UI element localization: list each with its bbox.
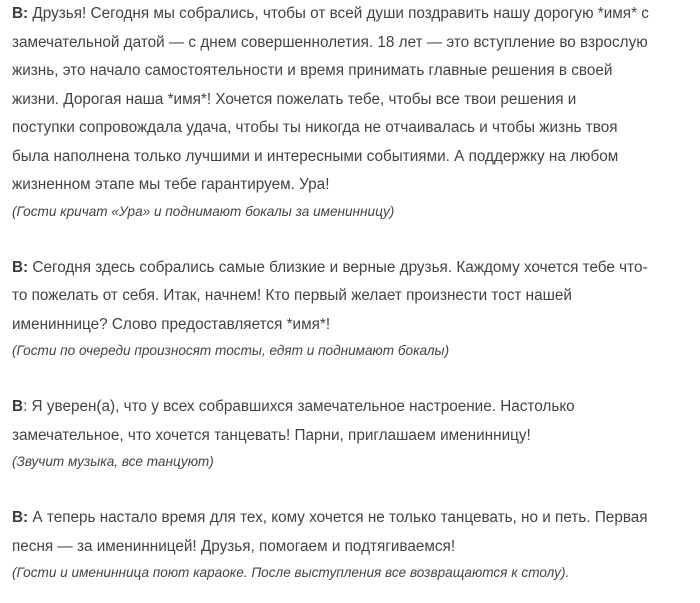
line-text: : Я уверен(а), что у всех собравшихся замечательное настроение. Настолько xyxy=(23,398,575,415)
stage-direction: (Гости и именинница поют караоке. После выступления все возвращаются к столу). xyxy=(12,565,570,580)
script-block-1 xyxy=(12,0,698,224)
text-line xyxy=(12,0,698,29)
stage-direction: (Звучит музыка, все танцуют) xyxy=(12,454,214,469)
script-block-3 xyxy=(12,393,698,474)
block-spacer xyxy=(12,474,698,504)
text-line xyxy=(12,254,698,283)
stage-direction: (Гости по очереди произносят тосты, едят и поднимают бокалы) xyxy=(12,343,450,358)
text-line: была наполнена только лучшими и интересными событиями. А поддержку на любом xyxy=(12,147,619,165)
text-line: замечательное, что хочется танцевать! Парни, приглашаем именинницу! xyxy=(12,426,531,444)
stage-direction: (Гости кричат «Ура» и поднимают бокалы за именинницу) xyxy=(12,203,395,219)
speaker-label: В: xyxy=(12,509,29,526)
text-line: жизнь, это начало самостоятельности и время принимать главные решения в своей xyxy=(12,62,613,79)
speaker-label: В xyxy=(12,398,24,415)
text-line: жизненном этапе мы тебе гарантируем. Ура! xyxy=(12,176,330,193)
text-line: жизни. Дорогая наша *имя*! Хочется пожелать тебе, чтобы все твои решения и xyxy=(12,90,577,108)
text-line: поступки сопровождала удача, чтобы ты никогда не отчаивалась и чтобы жизнь твоя xyxy=(12,119,618,136)
speaker-label: В: xyxy=(12,258,29,276)
block-spacer xyxy=(12,224,698,254)
text-line xyxy=(12,393,698,422)
block-spacer xyxy=(12,363,698,393)
script-block-2 xyxy=(12,254,698,364)
script-block-4 xyxy=(12,504,698,585)
speaker-label: В: xyxy=(12,5,29,22)
text-line xyxy=(12,504,698,533)
text-line: имениннице? Слово предоставляется *имя*! xyxy=(12,315,331,333)
line-text: А теперь настало время для тех, кому хочется не только танцевать, но и петь. Первая xyxy=(28,509,648,526)
script-article xyxy=(12,0,698,585)
line-text: Друзья! Сегодня мы собрались, чтобы от всей души поздравить нашу дорогую *имя* с xyxy=(28,5,649,22)
text-line: то пожелать от себя. Итак, начнем! Кто первый желает произнести тост нашей xyxy=(12,287,572,304)
text-line: замечательной датой — с днем совершеннолетия. 18 лет — это вступление во взрослую xyxy=(12,33,648,51)
line-text: Сегодня здесь собрались самые близкие и верные друзья. Каждому хочется тебе что- xyxy=(28,258,648,276)
text-line: песня — за именинницей! Друзья, помогаем и подтягиваемся! xyxy=(12,537,456,555)
